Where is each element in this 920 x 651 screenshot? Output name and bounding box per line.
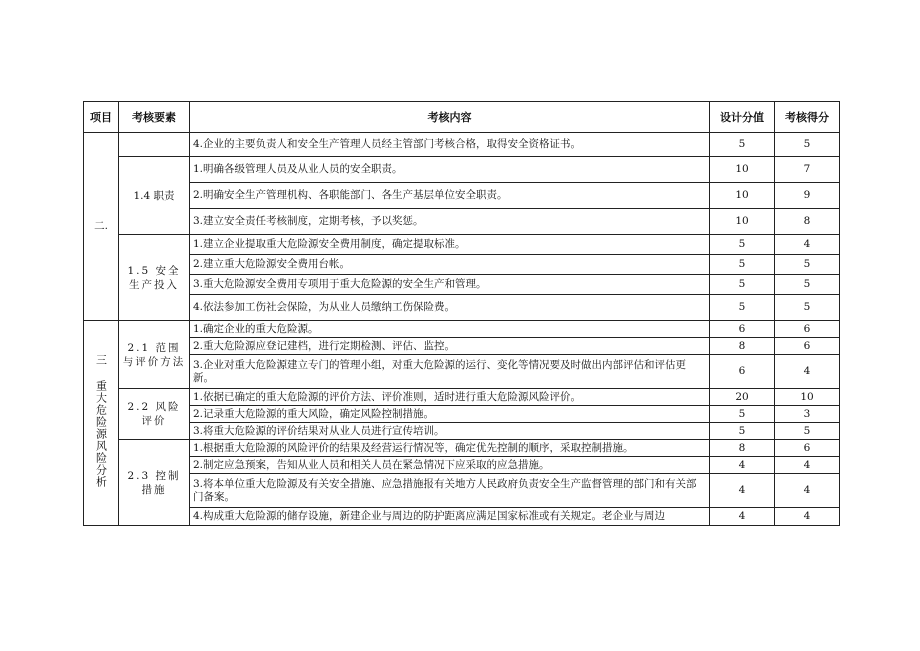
table-row	[84, 183, 840, 209]
assessed-score-cell: 6	[775, 338, 840, 355]
content-cell: 4.依法参加工伤社会保险，为从业人员缴纳工伤保险费。	[190, 295, 710, 321]
table-row	[84, 406, 840, 423]
design-score-cell: 6	[710, 321, 775, 338]
assessed-score-cell: 5	[775, 423, 840, 440]
element-2-1-cell	[119, 321, 190, 389]
design-score-cell: 5	[710, 133, 775, 157]
header-element: 考核要素	[119, 102, 190, 133]
section-two-cell	[84, 133, 119, 321]
design-score-cell: 5	[710, 423, 775, 440]
content-cell: 1.确定企业的重大危险源。	[190, 321, 710, 338]
section-three-label: 三 重大危险源风险分析	[94, 354, 108, 488]
content-cell: 1.根据重大危险源的风险评价的结果及经营运行情况等，确定优先控制的顺序，采取控制措施。	[190, 440, 710, 457]
design-score-cell: 5	[710, 235, 775, 255]
assessed-score-cell: 4	[775, 355, 840, 389]
design-score-cell: 4	[710, 457, 775, 474]
assessed-score-cell: 7	[775, 157, 840, 183]
design-score-cell: 10	[710, 157, 775, 183]
assessed-score-cell: 4	[775, 508, 840, 526]
assessed-score-cell: 3	[775, 406, 840, 423]
assessment-table	[83, 101, 840, 526]
element-2-1-label: 2.1 范围与评价方法	[122, 341, 186, 368]
element-1-4-cell	[119, 157, 190, 235]
content-cell: 2.重大危险源应登记建档，进行定期检测、评估、监控。	[190, 338, 710, 355]
design-score-cell: 4	[710, 474, 775, 508]
element-1-5-label: 1.5 安全生产投入	[127, 264, 181, 291]
content-cell: 1.依据已确定的重大危险源的评价方法、评价准则，适时进行重大危险源风险评价。	[190, 389, 710, 406]
table-row	[84, 295, 840, 321]
assessed-score-cell: 10	[775, 389, 840, 406]
design-score-cell: 10	[710, 183, 775, 209]
table-row	[84, 209, 840, 235]
assessed-score-cell: 4	[775, 235, 840, 255]
element-blank-cell	[119, 133, 190, 157]
assessed-score-cell: 5	[775, 255, 840, 275]
design-score-cell: 5	[710, 406, 775, 423]
element-1-4-label: 1.4 职责	[133, 189, 175, 202]
table-row	[84, 423, 840, 440]
section-three-cell	[84, 321, 119, 526]
assessed-score-cell: 6	[775, 440, 840, 457]
design-score-cell: 10	[710, 209, 775, 235]
content-cell: 3.重大危险源安全费用专项用于重大危险源的安全生产和管理。	[190, 275, 710, 295]
table-row	[84, 235, 840, 255]
design-score-cell: 6	[710, 355, 775, 389]
table-row	[84, 440, 840, 457]
content-cell: 2.建立重大危险源安全费用台帐。	[190, 255, 710, 275]
element-2-3-label: 2.3 控制措施	[127, 469, 181, 496]
element-2-2-cell	[119, 389, 190, 440]
table-row	[84, 255, 840, 275]
content-cell: 3.企业对重大危险源建立专门的管理小组，对重大危险源的运行、变化等情况要及时做出内部评估和评估更新。	[190, 355, 710, 389]
assessed-score-cell: 4	[775, 457, 840, 474]
table-row	[84, 457, 840, 474]
header-content: 考核内容	[190, 102, 710, 133]
content-cell: 1.建立企业提取重大危险源安全费用制度，确定提取标准。	[190, 235, 710, 255]
table-row	[84, 157, 840, 183]
assessed-score-cell: 6	[775, 321, 840, 338]
table-row	[84, 321, 840, 338]
design-score-cell: 8	[710, 338, 775, 355]
assessed-score-cell: 8	[775, 209, 840, 235]
table-row	[84, 389, 840, 406]
content-cell: 4.企业的主要负责人和安全生产管理人员经主管部门考核合格，取得安全资格证书。	[190, 133, 710, 157]
assessed-score-cell: 5	[775, 133, 840, 157]
table-row	[84, 338, 840, 355]
header-assessed-score: 考核得分	[775, 102, 840, 133]
element-2-3-cell	[119, 440, 190, 526]
assessed-score-cell: 5	[775, 275, 840, 295]
design-score-cell: 5	[710, 255, 775, 275]
assessed-score-cell: 9	[775, 183, 840, 209]
table-row	[84, 133, 840, 157]
table-row	[84, 275, 840, 295]
design-score-cell: 5	[710, 275, 775, 295]
assessed-score-cell: 4	[775, 474, 840, 508]
section-two-label: 二.	[94, 220, 108, 232]
assessed-score-cell: 5	[775, 295, 840, 321]
design-score-cell: 20	[710, 389, 775, 406]
content-cell: 4.构成重大危险源的储存设施，新建企业与周边的防护距离应满足国家标准或有关规定。老企业与周边	[190, 508, 710, 526]
header-design-score: 设计分值	[710, 102, 775, 133]
content-cell: 3.将重大危险源的评价结果对从业人员进行宣传培训。	[190, 423, 710, 440]
content-cell: 2.制定应急预案，告知从业人员和相关人员在紧急情况下应采取的应急措施。	[190, 457, 710, 474]
content-cell: 3.将本单位重大危险源及有关安全措施、应急措施报有关地方人民政府负责安全生产监督管理的部门和有关部门备案。	[190, 474, 710, 508]
header-project: 项目	[84, 102, 119, 133]
design-score-cell: 5	[710, 295, 775, 321]
design-score-cell: 8	[710, 440, 775, 457]
header-row	[84, 102, 840, 133]
content-cell: 2.明确安全生产管理机构、各职能部门、各生产基层单位安全职责。	[190, 183, 710, 209]
element-1-5-cell	[119, 235, 190, 321]
element-2-2-label: 2.2 风险评价	[127, 401, 181, 427]
content-cell: 2.记录重大危险源的重大风险，确定风险控制措施。	[190, 406, 710, 423]
table-row	[84, 508, 840, 526]
table-row	[84, 474, 840, 508]
content-cell: 1.明确各级管理人员及从业人员的安全职责。	[190, 157, 710, 183]
design-score-cell: 4	[710, 508, 775, 526]
content-cell: 3.建立安全责任考核制度，定期考核，予以奖惩。	[190, 209, 710, 235]
table-row	[84, 355, 840, 389]
